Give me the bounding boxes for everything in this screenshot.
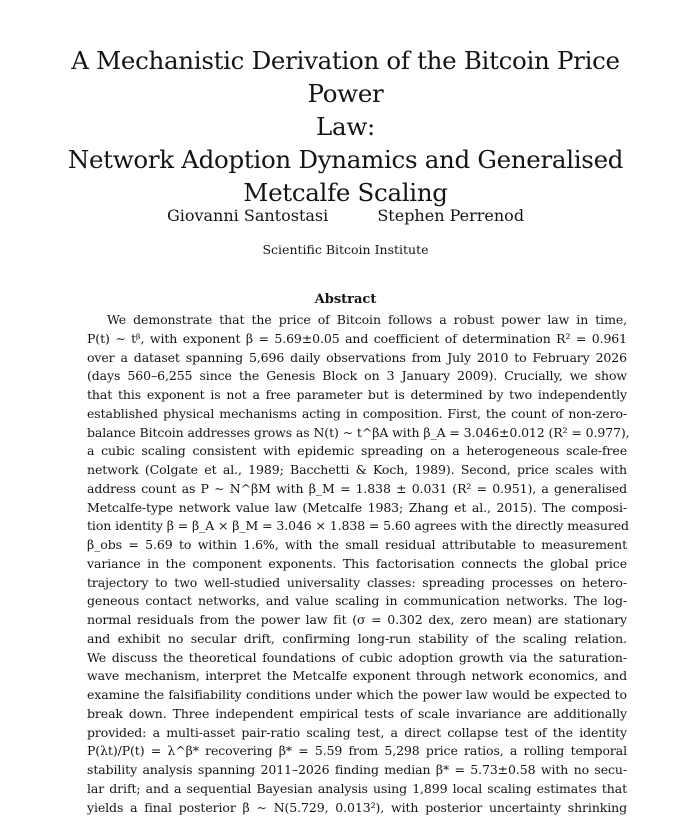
abstract-line: (days 560–6,255 since the Genesis Block on 3 January 2009). Crucially, we show [87, 367, 627, 386]
abstract-line: examine the falsifiability conditions under which the power law would be expected to [87, 686, 627, 705]
paper-title [40, 44, 651, 209]
abstract-line: lar drift; and a sequential Bayesian analysis using 1,899 local scaling estimates that [87, 780, 627, 799]
abstract-body [87, 311, 627, 817]
abstract-line: β_obs = 5.69 to within 1.6%, with the small residual attributable to measurement [87, 536, 627, 555]
affiliation: Scientific Bitcoin Institute [0, 242, 691, 258]
abstract-line: normal residuals from the power law fit (σ = 0.302 dex, zero mean) are stationary [87, 611, 627, 630]
abstract-line: P(t) ∼ tᵝ, with exponent β = 5.69±0.05 and coefficient of determination R² = 0.961 [87, 330, 627, 349]
abstract-line: tion identity β = β_A × β_M = 3.046 × 1.838 = 5.60 agrees with the directly measured [87, 517, 627, 536]
abstract-line: established physical mechanisms acting in composition. First, the count of non-zero- [87, 405, 627, 424]
abstract-line: wave mechanism, interpret the Metcalfe exponent through network economics, and [87, 667, 627, 686]
abstract-line: that this exponent is not a free parameter but is determined by two independently [87, 386, 627, 405]
abstract-line: We demonstrate that the price of Bitcoin follows a robust power law in time, [87, 311, 627, 330]
abstract-line: a cubic scaling consistent with epidemic spreading on a heterogeneous scale-free [87, 442, 627, 461]
abstract-line: and exhibit no secular drift, confirming long-run stability of the scaling relation. [87, 630, 627, 649]
abstract-line: provided: a multi-asset pair-ratio scaling test, a direct collapse test of the identity [87, 724, 627, 743]
abstract-line: P(λt)/P(t) = λ^β* recovering β* = 5.59 from 5,298 price ratios, a rolling temporal [87, 742, 627, 761]
title-line: Law: [40, 110, 651, 143]
title-line: Network Adoption Dynamics and Generalised [40, 143, 651, 176]
abstract-line: balance Bitcoin addresses grows as N(t) ∼ t^βA with β_A = 3.046±0.012 (R² = 0.977), [87, 424, 627, 443]
abstract-line: stability analysis spanning 2011–2026 finding median β* = 5.73±0.58 with no secu- [87, 761, 627, 780]
abstract-line: trajectory to two well-studied universality classes: spreading processes on hetero- [87, 574, 627, 593]
abstract-line: network (Colgate et al., 1989; Bacchetti & Koch, 1989). Second, price scales with [87, 461, 627, 480]
abstract-line: geneous contact networks, and value scaling in communication networks. The log- [87, 592, 627, 611]
abstract-line: yields a final posterior β ∼ N(5.729, 0.013²), with posterior uncertainty shrinking [87, 799, 627, 817]
title-line: A Mechanistic Derivation of the Bitcoin Price Power [40, 44, 651, 110]
abstract-line: over a dataset spanning 5,696 daily observations from July 2010 to February 2026 [87, 349, 627, 368]
abstract-line: We discuss the theoretical foundations of cubic adoption growth via the saturation- [87, 649, 627, 668]
author-name: Giovanni Santostasi [167, 206, 328, 226]
abstract-line: break down. Three independent empirical tests of scale invariance are additionally [87, 705, 627, 724]
author-name: Stephen Perrenod [377, 206, 524, 226]
title-line: Metcalfe Scaling [40, 176, 651, 209]
abstract-line: Metcalfe-type network value law (Metcalfe 1983; Zhang et al., 2015). The composi- [87, 499, 627, 518]
abstract-line: variance in the component exponents. This factorisation connects the global price [87, 555, 627, 574]
abstract-heading: Abstract [0, 292, 691, 308]
author-list [0, 206, 691, 226]
abstract-line: address count as P ∼ N^βM with β_M = 1.838 ± 0.031 (R² = 0.951), a generalised [87, 480, 627, 499]
